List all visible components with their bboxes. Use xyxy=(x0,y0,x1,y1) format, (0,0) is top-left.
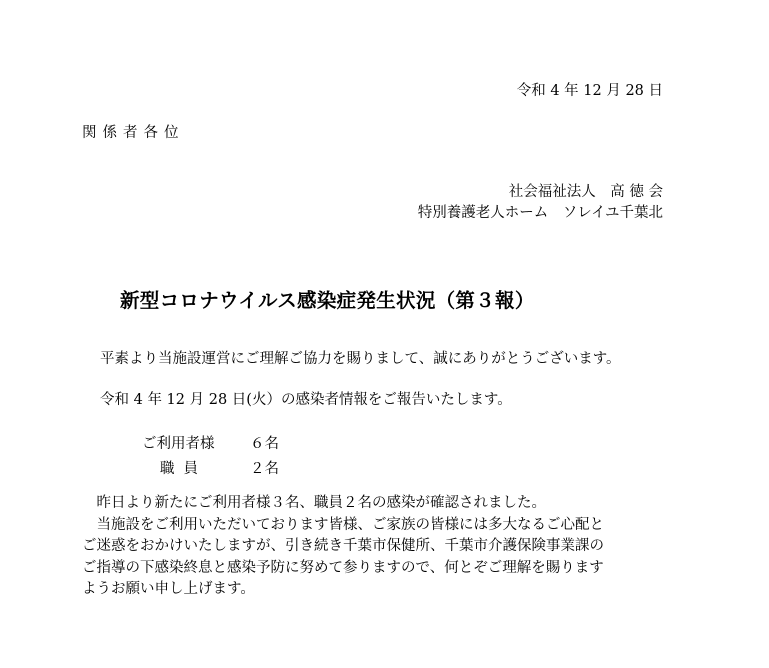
body-line: 当施設をご利用いただいております皆様、ご家族の皆様には多大なるご心配と xyxy=(82,516,604,533)
count-value-users: ６名 xyxy=(250,436,279,452)
body-line: ご迷惑をおかけいたしますが、引き続き千葉市保健所、千葉市介護保険事業課の xyxy=(82,538,604,554)
document-date: 令和 4 年 12 月 28 日 xyxy=(516,83,663,99)
document-title: 新型コロナウイルス感染症発生状況（第３報） xyxy=(120,289,535,312)
greeting-paragraph: 平素より当施設運営にご理解ご協力を賜りまして、誠にありがとうございます。 xyxy=(100,351,621,367)
recipients-line: 関係者各位 xyxy=(82,125,185,141)
report-intro-line: 令和 4 年 12 月 28 日(火）の感染者情報をご報告いたします。 xyxy=(100,392,512,408)
sender-facility: 特別養護老人ホーム ソレイユ千葉北 xyxy=(417,205,663,221)
body-line: ようお願い申し上げます。 xyxy=(82,581,255,597)
body-line: ご指導の下感染終息と感染予防に努めて参りますので、何とぞご理解を賜ります xyxy=(82,559,604,576)
body-line: 昨日より新たにご利用者様３名、職員２名の感染が確認されました。 xyxy=(82,495,546,511)
count-label-users: ご利用者様 xyxy=(142,436,215,452)
count-value-staff: ２名 xyxy=(250,461,279,477)
count-label-staff: 職員 xyxy=(160,461,207,477)
body-paragraph xyxy=(82,493,682,601)
sender-organization: 社会福祉法人 高 徳 会 xyxy=(508,184,663,200)
